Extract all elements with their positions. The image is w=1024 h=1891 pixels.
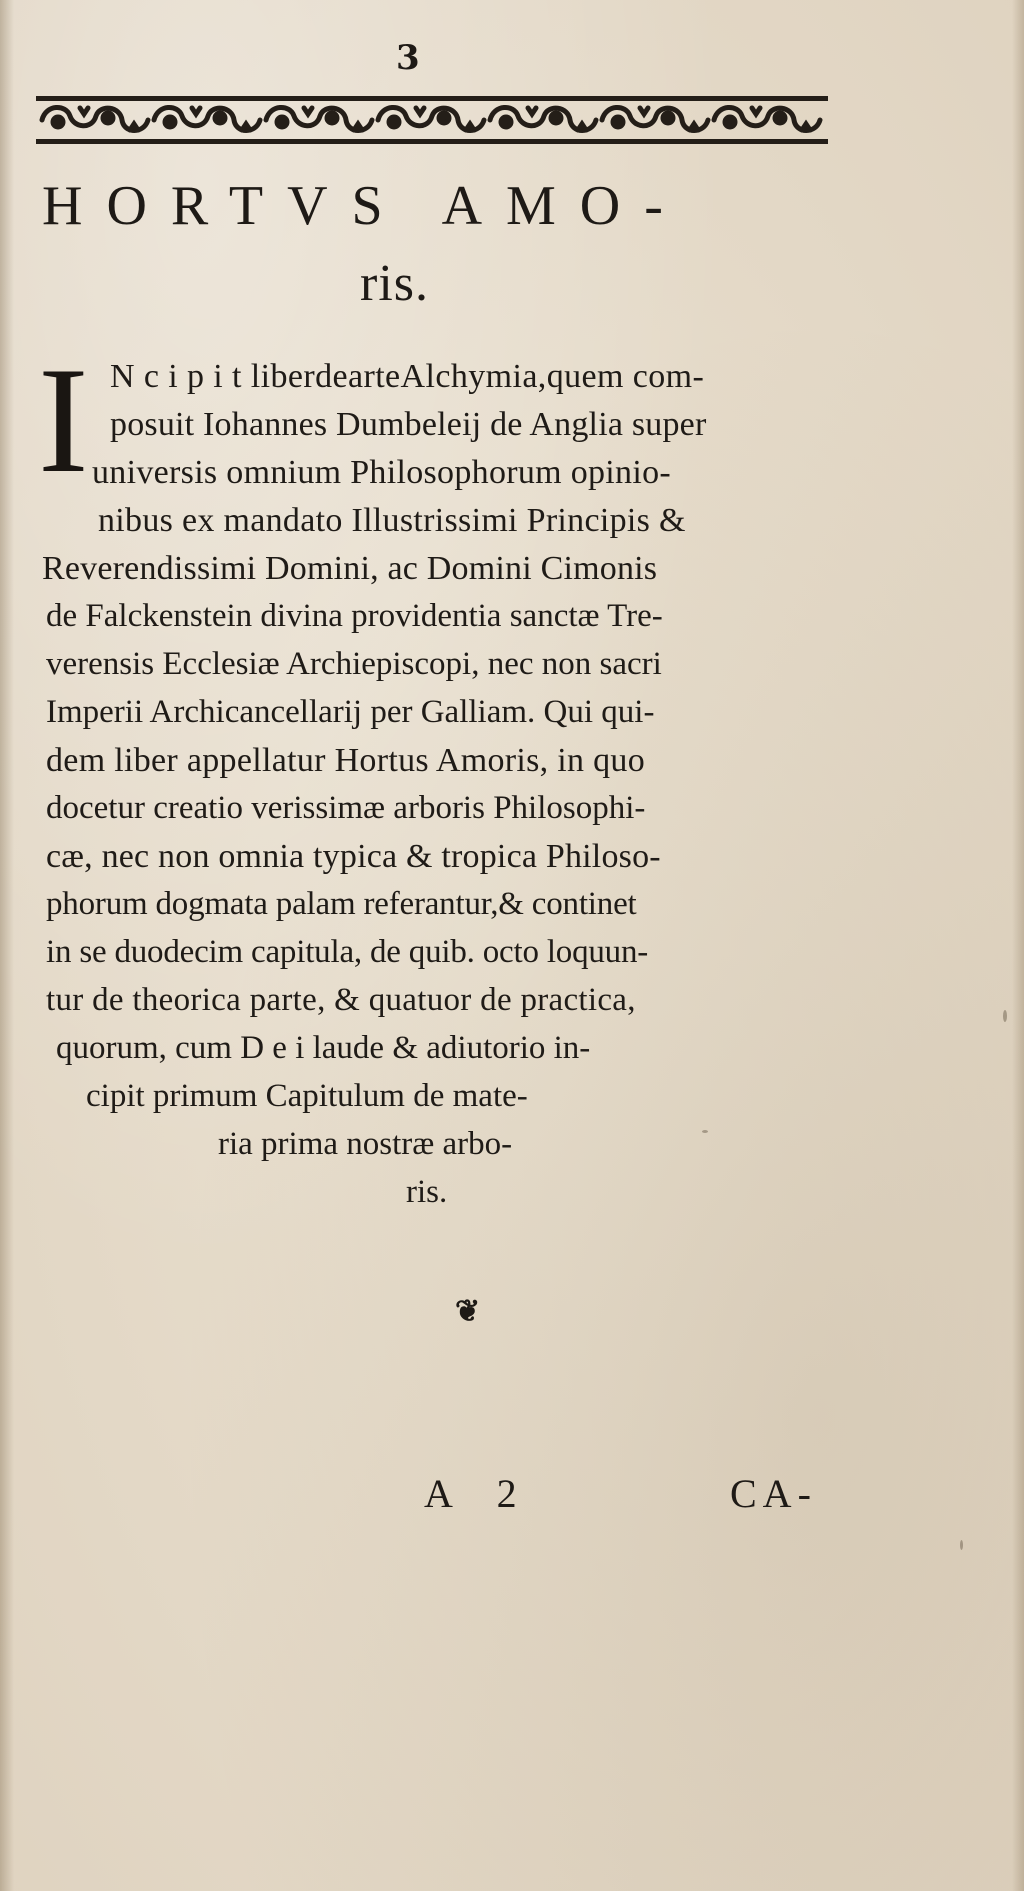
body-line: Reverendissimi Domini, ac Domini Cimonis xyxy=(42,550,658,587)
paper-blemish xyxy=(702,1130,708,1133)
section-title-continuation: ris. xyxy=(360,255,429,312)
body-line: Imperii Archicancellarij per Galliam. Qui qui- xyxy=(46,694,655,730)
body-line: in se duodecim capitula, de quib. octo loquun- xyxy=(46,934,649,970)
body-line: quorum, cum D e i laude & adiutorio in- xyxy=(56,1030,591,1066)
body-line: ris. xyxy=(406,1174,448,1210)
page-number: 3 xyxy=(396,38,421,78)
body-line: docetur creatio verissimæ arboris Philosophi- xyxy=(46,790,646,826)
body-line: N c i p i t liberdearteAlchymia,quem com- xyxy=(110,358,705,395)
page-edge-shadow-left xyxy=(0,0,14,1891)
body-line: tur de theorica parte, & quatuor de practica, xyxy=(46,982,636,1018)
signature-mark: A 2 xyxy=(424,1471,535,1516)
page-edge-shadow-right xyxy=(1012,0,1024,1891)
catchword: CA- xyxy=(730,1471,817,1516)
section-title: HORTVS AMO- xyxy=(42,175,687,237)
paper-blemish xyxy=(960,1540,963,1550)
fleuron-ornament: ❦ xyxy=(455,1294,481,1329)
body-line: cipit primum Capitulum de mate- xyxy=(86,1078,528,1114)
drop-cap-initial: I xyxy=(38,336,89,504)
ornamental-headpiece xyxy=(36,96,828,144)
body-line: verensis Ecclesiæ Archiepiscopi, nec non sacri xyxy=(46,646,662,682)
ornament-scroll-icon xyxy=(36,96,828,144)
paper-blemish xyxy=(1003,1010,1007,1022)
body-line: phorum dogmata palam referantur,& continet xyxy=(46,886,637,922)
body-line: ria prima nostræ arbo- xyxy=(218,1126,513,1162)
body-line: de Falckenstein divina providentia sanctæ Tre- xyxy=(46,598,663,634)
body-line: universis omnium Philosophorum opinio- xyxy=(92,454,672,491)
body-line: dem liber appellatur Hortus Amoris, in quo xyxy=(46,742,645,779)
body-line: posuit Iohannes Dumbeleij de Anglia super xyxy=(110,406,707,443)
body-line: cæ, nec non omnia typica & tropica Philoso- xyxy=(46,838,661,875)
body-line: nibus ex mandato Illustrissimi Principis & xyxy=(98,502,686,539)
